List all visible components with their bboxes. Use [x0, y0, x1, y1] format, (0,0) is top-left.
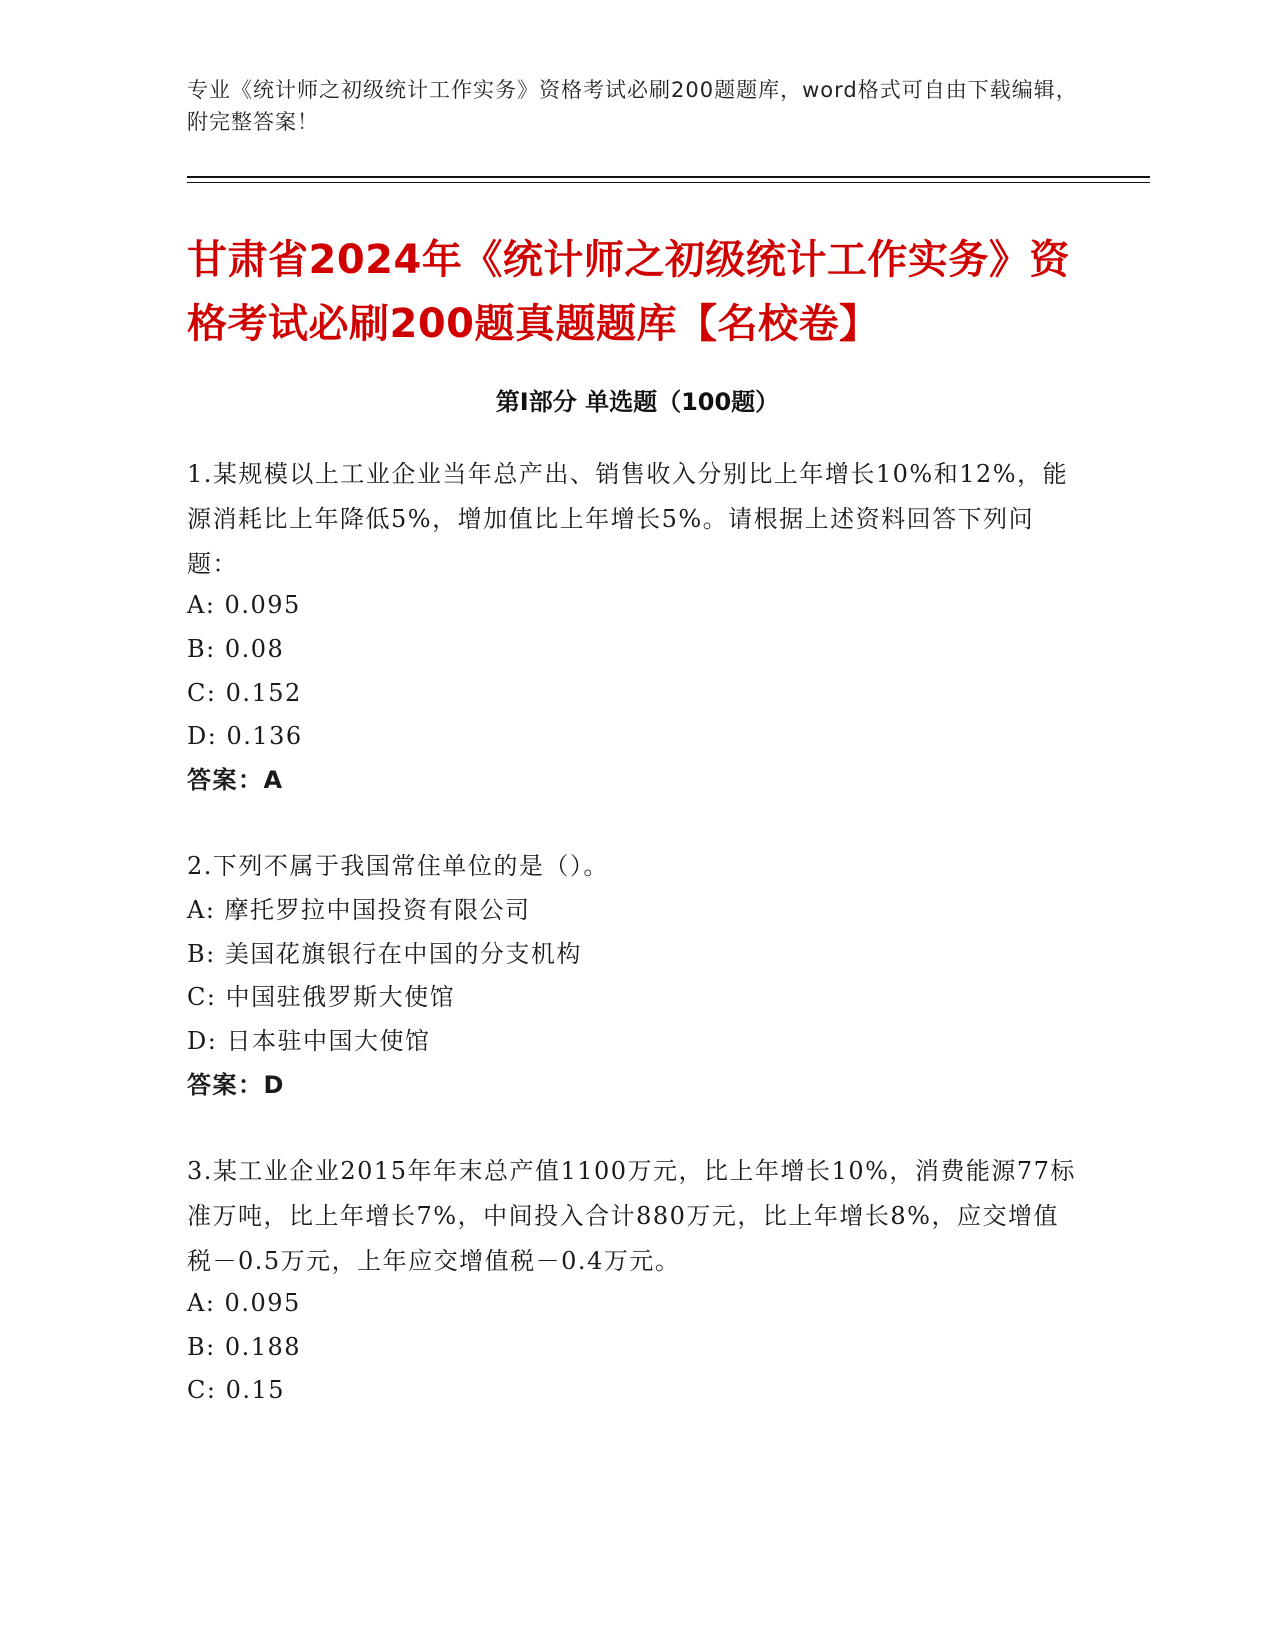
question-1-text: 1.某规模以上工业企业当年总产出、销售收入分别比上年增长10%和12%，能源消耗比上年降低5%，增加值比上年增长5%。请根据上述资料回答下列问题：	[187, 460, 1069, 578]
question-3-option-b: B: 0.188	[187, 1333, 302, 1361]
question-2-answer: 答案：D	[187, 1071, 285, 1099]
question-2-option-b: B: 美国花旗银行在中国的分支机构	[187, 940, 582, 968]
question-1-answer: 答案：A	[187, 766, 284, 794]
question-2-option-c: C: 中国驻俄罗斯大使馆	[187, 983, 456, 1011]
header-divider-thick	[187, 176, 1150, 178]
header-divider-thin	[187, 182, 1150, 183]
section-heading: 第I部分 单选题（100题）	[495, 388, 780, 416]
question-2-text: 2.下列不属于我国常住单位的是（）。	[187, 852, 609, 880]
question-1-option-c: C: 0.152	[187, 679, 302, 707]
question-3-option-c: C: 0.15	[187, 1376, 286, 1404]
question-3-text: 3.某工业企业2015年年末总产值1100万元，比上年增长10%，消费能源77标准万吨，比上年增长7%，中间投入合计880万元，比上年增长8%，应交增值税－0.5万元，上年应交增值税－0.4万元。	[187, 1157, 1076, 1275]
question-2-option-a: A: 摩托罗拉中国投资有限公司	[187, 896, 531, 924]
question-2-option-d: D: 日本驻中国大使馆	[187, 1027, 431, 1055]
document-title: 甘肃省2024年《统计师之初级统计工作实务》资格考试必刷200题真题题库【名校卷】	[187, 237, 1070, 347]
question-3-option-a: A: 0.095	[187, 1289, 301, 1317]
question-1-option-b: B: 0.08	[187, 635, 285, 663]
header-note: 专业《统计师之初级统计工作实务》资格考试必刷200题题库，word格式可自由下载编辑，附完整答案！	[187, 78, 1078, 134]
question-1-option-d: D: 0.136	[187, 722, 303, 750]
question-1-option-a: A: 0.095	[187, 591, 301, 619]
